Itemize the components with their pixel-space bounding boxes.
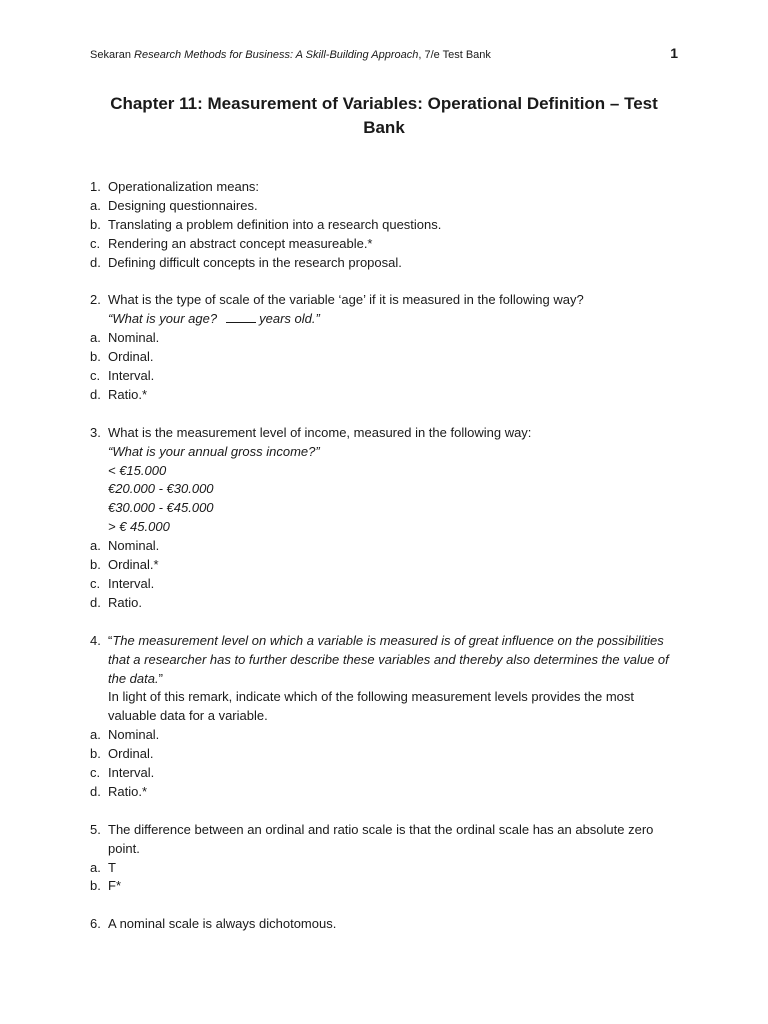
chapter-title: Chapter 11: Measurement of Variables: Operational Definition – Test Bank [110, 94, 658, 137]
question-list [90, 178, 678, 934]
option-text: Interval. [108, 368, 155, 384]
answer-option [90, 216, 678, 235]
example-line: €20.000 - €30.000 [108, 481, 214, 497]
option-letter: c. [90, 765, 101, 781]
option-letter: c. [90, 235, 101, 251]
example-question [90, 310, 678, 329]
question-stem: Operationalization means: [108, 179, 260, 194]
option-text: Ordinal. [108, 746, 154, 762]
option-text: Designing questionnaires. [108, 197, 258, 213]
option-letter: b. [90, 349, 101, 365]
answer-option [90, 367, 678, 386]
answer-option [90, 197, 678, 216]
example-text: years old.” [259, 311, 320, 327]
quote-mark: ” [158, 670, 163, 686]
answer-option [90, 556, 678, 575]
question-stem: In light of this remark, indicate which of the following measurement levels provides the most valuable data for a variable. [108, 689, 635, 724]
option-letter: d. [90, 783, 101, 799]
header-book-title: Research Methods for Business: A Skill-Building Approach [134, 49, 419, 61]
question-stem: What is the type of scale of the variable ‘age’ if it is measured in the following way? [108, 292, 584, 308]
answer-option [90, 329, 678, 348]
question-number: 1. [90, 179, 101, 194]
option-letter: a. [90, 727, 101, 743]
question-2 [90, 291, 678, 404]
option-text: Ratio. [108, 594, 142, 610]
quote-text: The measurement level on which a variable is measured is of great influence on the possibilities that a researcher has to further describe these variables and thereby also determines the value of the data. [108, 632, 669, 686]
quote-mark: “ [108, 632, 113, 648]
answer-option [90, 745, 678, 764]
example-line: “What is your annual gross income?” [108, 443, 320, 459]
answer-blank [226, 310, 256, 323]
option-text: Nominal. [108, 330, 160, 346]
option-letter: a. [90, 859, 101, 875]
option-letter: c. [90, 368, 101, 384]
option-text: Nominal. [108, 727, 160, 743]
answer-option [90, 783, 678, 802]
question-number: 2. [90, 292, 101, 308]
option-letter: b. [90, 557, 101, 573]
question-stem: A nominal scale is always dichotomous. [108, 916, 337, 932]
option-letter: d. [90, 386, 101, 402]
option-letter: a. [90, 330, 101, 346]
answer-option [90, 594, 678, 613]
answer-option [90, 254, 678, 273]
option-letter: d. [90, 594, 101, 610]
option-text: Ratio.* [108, 783, 148, 799]
option-text: F* [108, 878, 121, 894]
question-number: 4. [90, 632, 101, 648]
option-letter: b. [90, 216, 101, 232]
question-5 [90, 821, 678, 897]
answer-option [90, 859, 678, 878]
question-6 [90, 915, 678, 934]
question-3 [90, 424, 678, 613]
option-letter: a. [90, 197, 101, 213]
option-letter: a. [90, 538, 101, 554]
question-1 [90, 178, 678, 273]
option-text: Nominal. [108, 538, 160, 554]
question-4 [90, 632, 678, 802]
example-line: > € 45.000 [108, 519, 170, 535]
option-letter: b. [90, 746, 101, 762]
example-line: €30.000 - €45.000 [108, 500, 214, 516]
option-text: Ordinal.* [108, 557, 159, 573]
answer-option [90, 575, 678, 594]
option-text: Translating a problem definition into a research questions. [108, 216, 442, 232]
option-text: Defining difficult concepts in the research proposal. [108, 254, 402, 270]
answer-option [90, 877, 678, 896]
question-stem: What is the measurement level of income, measured in the following way: [108, 424, 532, 440]
header-author: Sekaran [90, 49, 135, 61]
option-letter: b. [90, 878, 101, 894]
option-text: T [108, 859, 116, 875]
option-letter: d. [90, 254, 101, 270]
answer-option [90, 235, 678, 254]
header-edition: , 7/e Test Bank [418, 49, 491, 61]
quoted-remark [108, 632, 678, 689]
option-text: Ordinal. [108, 349, 154, 365]
option-text: Interval. [108, 765, 155, 781]
question-stem: The difference between an ordinal and ratio scale is that the ordinal scale has an absolute zero point. [108, 821, 654, 856]
page-number: 1 [670, 45, 678, 61]
question-number: 3. [90, 424, 101, 440]
question-number: 5. [90, 821, 101, 837]
answer-option [90, 537, 678, 556]
answer-option [90, 726, 678, 745]
answer-option [90, 386, 678, 405]
option-letter: c. [90, 576, 101, 591]
option-text: Ratio.* [108, 386, 148, 402]
option-text: Rendering an abstract concept measureable.* [108, 235, 373, 251]
example-text: “What is your age? [108, 311, 218, 327]
example-line: < €15.000 [108, 462, 167, 478]
option-text: Interval. [108, 576, 155, 591]
answer-option [90, 348, 678, 367]
question-number: 6. [90, 916, 101, 932]
running-header [90, 47, 678, 63]
answer-option [90, 764, 678, 783]
